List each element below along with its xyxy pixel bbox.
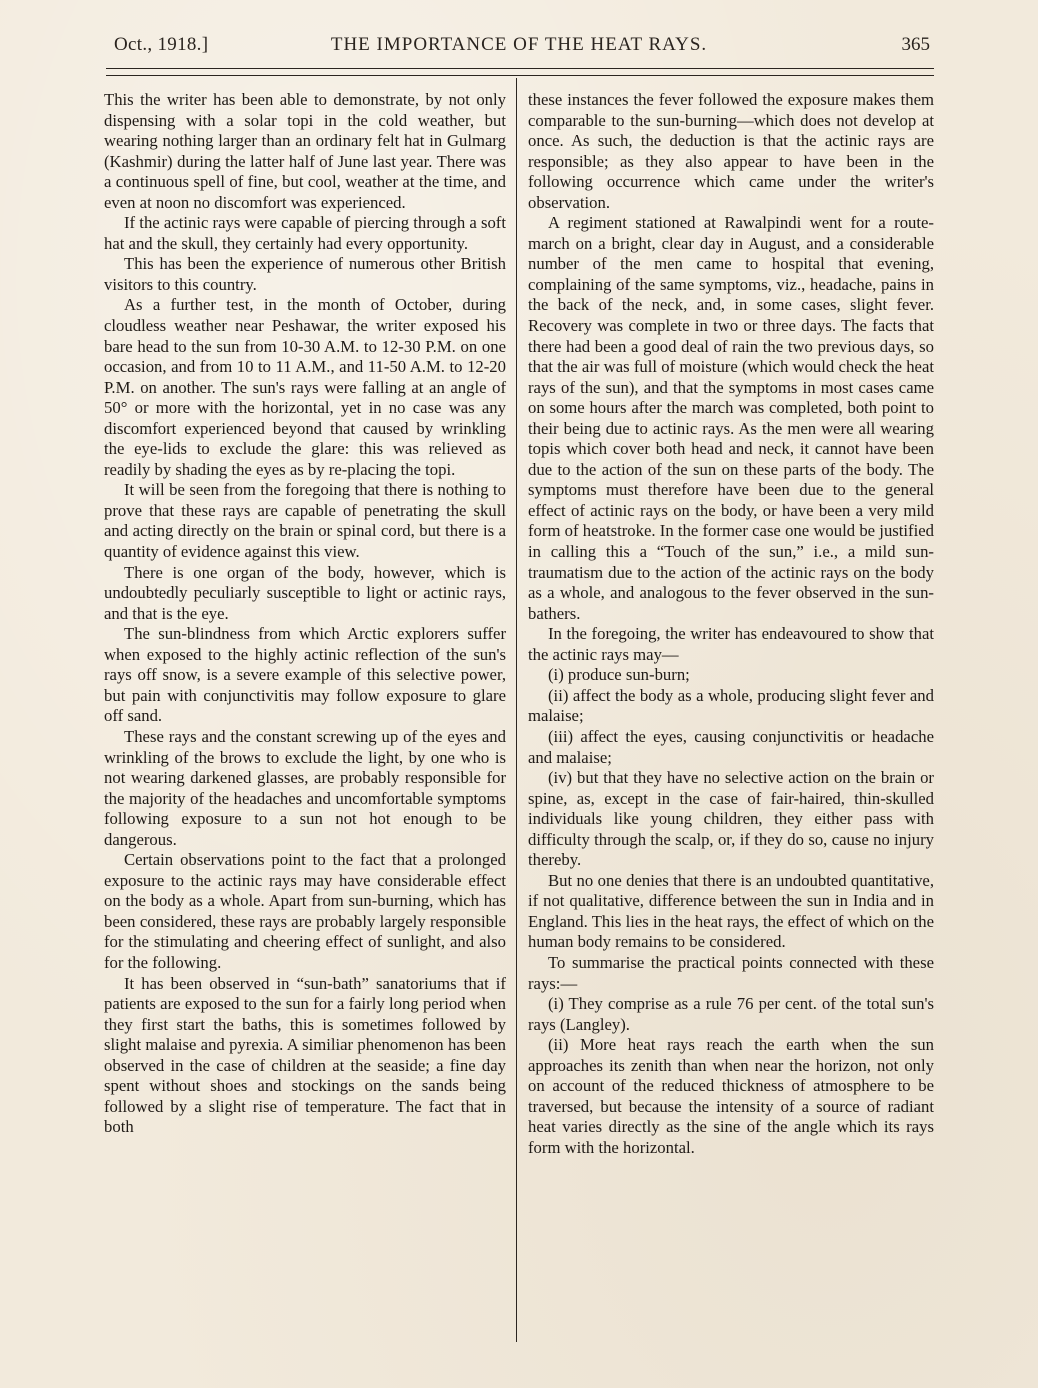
list-item: (ii) affect the body as a whole, producing slight fever and malaise; [528, 685, 934, 726]
list-item: (iv) but that they have no selective action on the brain or spine, as, except in the case of fair-haired, thin-skulled individuals like young children, they either pass with difficulty through the scalp, or, if they do so, cause no injury thereby. [528, 768, 934, 870]
header-rule-bottom [106, 75, 934, 76]
paragraph: A regiment stationed at Rawalpindi went for a route-march on a bright, clear day in August, and a considerable number of the men came to hospital that evening, complaining of the same symptoms, viz., headache, pains in the back of the neck, and, in some cases, slight fever. Recovery was complete in two or three days. The facts that there had been a good deal of rain the two previous days, so that the air was full of moisture (which would check the heat rays of the sun), and that the symptoms in most cases came on some hours after the march was completed, both point to their being due to actinic rays. As the men were all wearing topis which cover both head and neck, it cannot have been due to the action of the sun on these parts of the body. The symptoms must therefore have been due to the general effect of actinic rays on the body, or have been a very mild form of heatstroke. In the former case one would be justified in calling this a “Touch of the sun,” i.e., a mild sun-traumatism due to the action of the actinic rays on the body as a whole, and analogous to the fever observed in the sun-bathers. [528, 213, 934, 623]
paragraph: In the foregoing, the writer has endeavoured to show that the actinic rays may— [528, 624, 934, 664]
list-item: (i) They comprise as a rule 76 per cent. of the total sun's rays (Langley). [528, 994, 934, 1034]
left-column [104, 90, 506, 1138]
paragraph: these instances the fever followed the exposure makes them comparable to the sun-burning—which does not develop at once. As such, the deduction is that the actinic rays are responsible; as they also appear to have been in the following occurrence which came under the writer's observation. [528, 90, 934, 212]
paragraph: These rays and the constant screwing up of the eyes and wrinkling of the brows to exclude the light, by one who is not wearing darkened glasses, are probably responsible for the majority of the headaches and uncomfortable symptoms following exposure to a sun not hot enough to be dangerous. [104, 726, 506, 849]
paragraph: There is one organ of the body, however, which is undoubtedly peculiarly susceptible to light or actinic rays, and that is the eye. [104, 562, 506, 623]
header-date: Oct., 1918.] [114, 34, 209, 55]
paragraph: But no one denies that there is an undoubted quantitative, if not qualitative, difference between the sun in India and in England. This lies in the heat rays, the effect of which on the human body remains to be considered. [528, 870, 934, 952]
paragraph: This has been the experience of numerous other British visitors to this country. [104, 254, 506, 294]
paragraph: It will be seen from the foregoing that there is nothing to prove that these rays are capable of penetrating the skull and acting directly on the brain or spinal cord, but there is a quantity of evidence against this view. [104, 480, 506, 562]
page-number: 365 [901, 34, 930, 55]
list-item: (iii) affect the eyes, causing conjunctivitis or headache and malaise; [528, 726, 934, 767]
column-divider [516, 78, 517, 1342]
running-title: THE IMPORTANCE OF THE HEAT RAYS. [330, 34, 708, 55]
paragraph: If the actinic rays were capable of piercing through a soft hat and the skull, they certainly had every opportunity. [104, 213, 506, 253]
paragraph: The sun-blindness from which Arctic explorers suffer when exposed to the highly actinic reflection of the sun's rays off snow, is a severe example of this selective power, but pain with conjunctivitis may follow exposure to glare off sand. [104, 624, 506, 726]
list-item: (ii) More heat rays reach the earth when the sun approaches its zenith than when near the horizon, not only on account of the reduced thickness of atmosphere to be traversed, but because the intensity of a source of radiant heat varies directly as the sine of the angle which its rays form with the horizontal. [528, 1035, 934, 1157]
page-header [108, 34, 930, 60]
paragraph: It has been observed in “sun-bath” sanatoriums that if patients are exposed to the sun for a fairly long period when they first start the baths, this is sometimes followed by slight malaise and pyrexia. A similiar phenomenon has been observed in the case of children at the seaside; a fine day spent without shoes and stockings on the sands being followed by a slight rise of temperature. The fact that in both [104, 973, 506, 1137]
paragraph: Certain observations point to the fact that a prolonged exposure to the actinic rays may have considerable effect on the body as a whole. Apart from sun-burning, which has been considered, these rays are probably largely responsible for the stimulating and cheering effect of sunlight, and also for the following. [104, 850, 506, 972]
list-item: (i) produce sun-burn; [548, 665, 690, 685]
paragraph: As a further test, in the month of October, during cloudless weather near Peshawar, the writer exposed his bare head to the sun from 10-30 A.M. to 12-30 P.M. on one occasion, and from 10 to 11 A.M., and 11-50 A.M. to 12-20 P.M. on another. The sun's rays were falling at an angle of 50° or more with the horizontal, yet in no case was any discomfort experienced beyond that caused by wrinkling the eye-lids to exclude the glare: this was relieved as readily by shading the eyes as by re-placing the topi. [104, 295, 506, 479]
right-column [528, 90, 934, 1158]
paragraph: This the writer has been able to demonstrate, by not only dispensing with a solar topi in the cold weather, but wearing nothing larger than an ordinary felt hat in Gulmarg (Kashmir) during the latter half of June last year. There was a continuous spell of fine, but cool, weather at the time, and even at noon no discomfort was experienced. [104, 90, 506, 212]
paragraph: To summarise the practical points connected with these rays:— [528, 952, 934, 993]
header-rule-top [106, 68, 934, 69]
